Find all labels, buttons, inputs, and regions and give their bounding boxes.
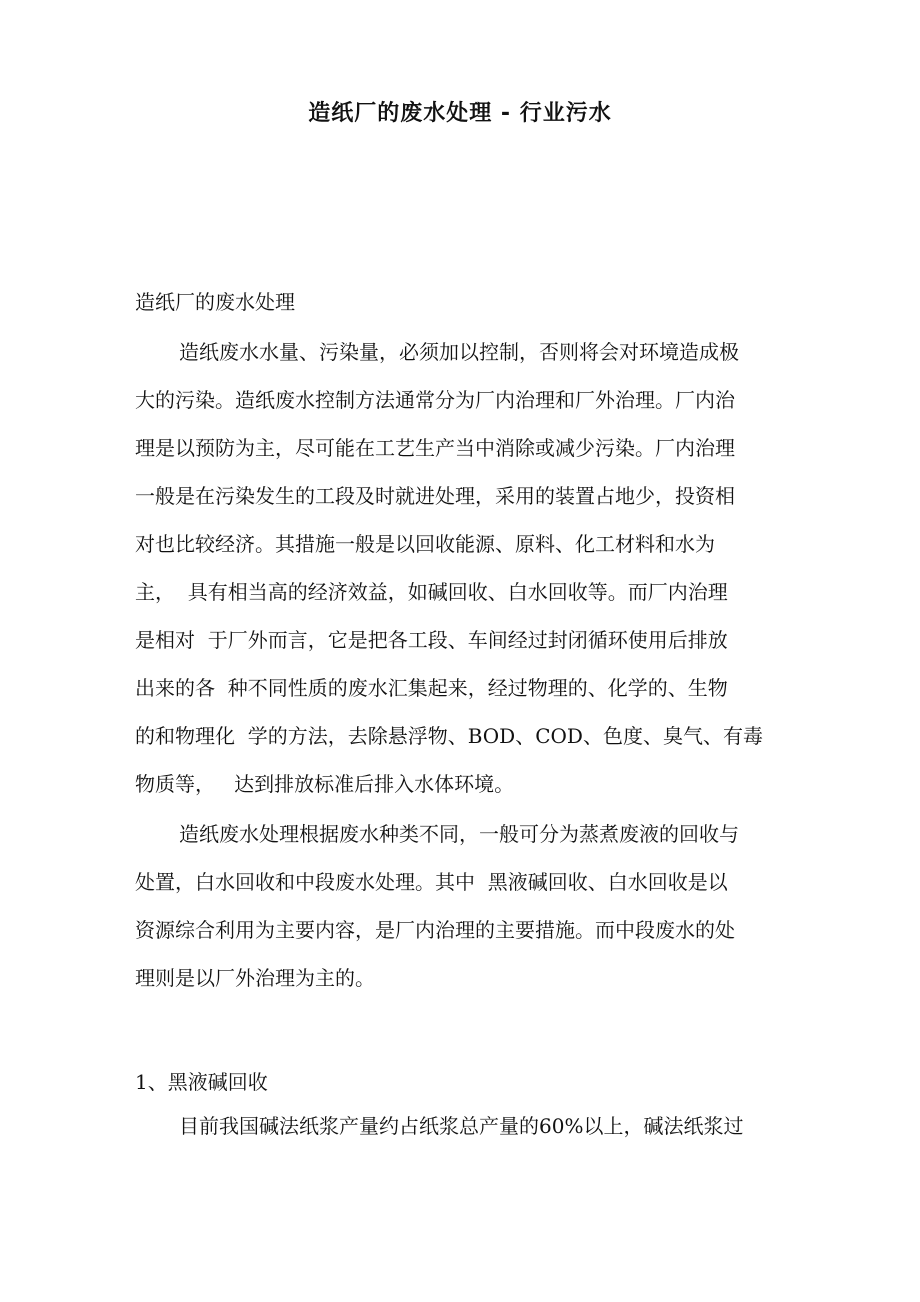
paragraph-line: 大的污染。造纸废水控制方法通常分为厂内治理和厂外治理。厂内治 xyxy=(135,388,735,412)
paragraph-line: 是相对 于厂外而言，它是把各工段、车间经过封闭循环使用后排放 xyxy=(135,628,728,652)
paragraph-line: 理则是以厂外治理为主的。 xyxy=(135,966,375,990)
paragraph-line: 理是以预防为主，尽可能在工艺生产当中消除或减少污染。厂内治理 xyxy=(135,436,735,460)
paragraph-line: 一般是在污染发生的工段及时就进处理，采用的装置占地少，投资相 xyxy=(135,484,735,508)
paragraph-1 xyxy=(135,328,785,808)
section-heading: 造纸厂的废水处理 xyxy=(135,290,295,314)
paragraph-line: 资源综合利用为主要内容，是厂内治理的主要措施。而中段废水的处 xyxy=(135,918,735,942)
paragraph-line: 目前我国碱法纸浆产量约占纸浆总产量的60%以上，碱法纸浆过 xyxy=(179,1114,744,1138)
paragraph-2 xyxy=(135,810,785,1002)
subsection-heading: 1、黑液碱回收 xyxy=(135,1070,268,1094)
paragraph-3 xyxy=(135,1102,785,1150)
paragraph-line: 造纸废水处理根据废水种类不同，一般可分为蒸煮废液的回收与 xyxy=(179,822,739,846)
paragraph-line: 主， 具有相当高的经济效益，如碱回收、白水回收等。而厂内治理 xyxy=(135,580,728,604)
paragraph-line: 造纸废水水量、污染量，必须加以控制，否则将会对环境造成极 xyxy=(179,340,739,364)
paragraph-line: 出来的各 种不同性质的废水汇集起来，经过物理的、化学的、生物 xyxy=(135,676,728,700)
paragraph-line: 对也比较经济。其措施一般是以回收能源、原料、化工材料和水为 xyxy=(135,532,715,556)
paragraph-line: 的和物理化 学的方法，去除悬浮物、BOD、COD、色度、臭气、有毒 xyxy=(135,724,763,748)
paragraph-line: 处置，白水回收和中段废水处理。其中 黑液碱回收、白水回收是以 xyxy=(135,870,728,894)
paragraph-line: 物质等， 达到排放标准后排入水体环境。 xyxy=(135,772,515,796)
document-title: 造纸厂的废水处理 - 行业污水 xyxy=(308,101,612,126)
